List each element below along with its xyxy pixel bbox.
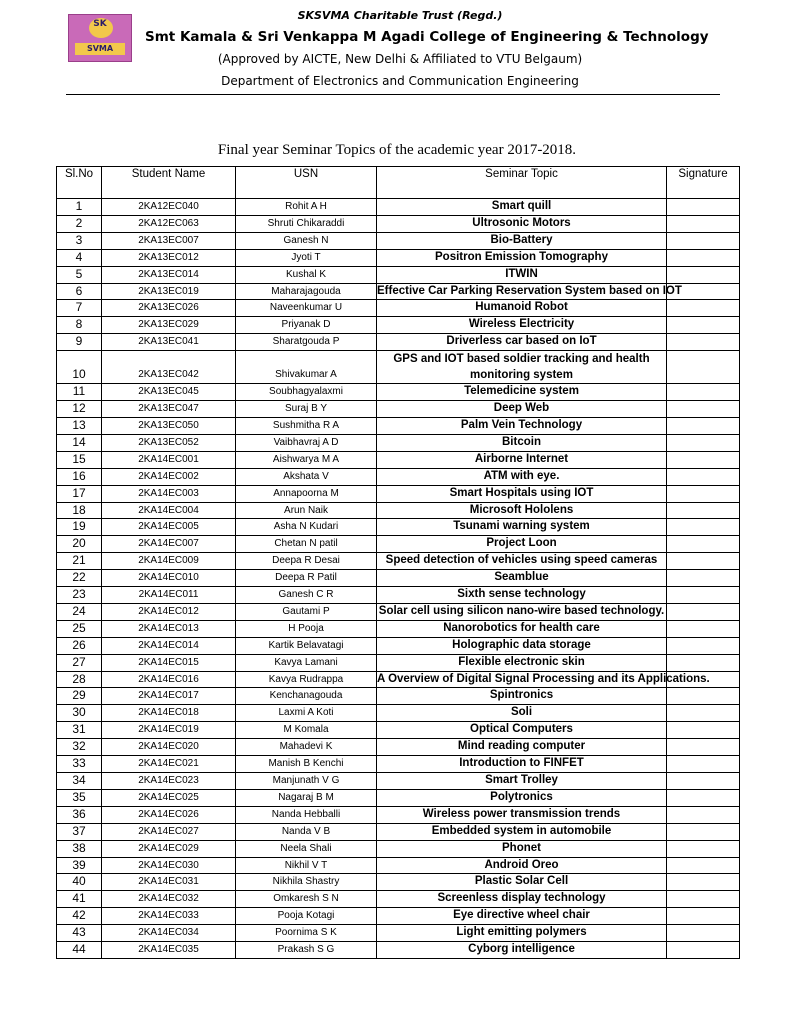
row-student-name: Deepa R Patil [236,570,377,587]
row-signature [667,536,740,553]
row-seminar-topic: Project Loon [377,536,667,553]
row-signature [667,215,740,232]
row-seminar-topic: Smart Trolley [377,773,667,790]
row-slno: 19 [57,519,102,536]
table-row [57,654,740,671]
row-student-name: Ganesh C R [236,587,377,604]
row-usn: 2KA14EC004 [102,502,236,519]
row-signature [667,773,740,790]
table-row [57,671,740,688]
header-slno: Sl.No [57,167,102,199]
table-row [57,637,740,654]
row-student-name: Kavya Rudrappa [236,671,377,688]
row-usn: 2KA13EC012 [102,249,236,266]
row-slno: 39 [57,857,102,874]
row-slno: 37 [57,823,102,840]
table-row [57,232,740,249]
row-usn: 2KA13EC047 [102,401,236,418]
table-row [57,874,740,891]
row-signature [667,553,740,570]
table-row [57,519,740,536]
row-seminar-topic: Wireless power transmission trends [377,806,667,823]
row-usn: 2KA14EC013 [102,620,236,637]
row-student-name: Priyanak D [236,317,377,334]
row-student-name: Deepa R Desai [236,553,377,570]
row-seminar-topic: Effective Car Parking Reservation System based on IOT [377,283,667,300]
row-signature [667,840,740,857]
row-seminar-topic: Solar cell using silicon nano-wire based technology. [377,603,667,620]
row-signature [667,401,740,418]
row-seminar-topic: Optical Computers [377,722,667,739]
row-signature [667,266,740,283]
header-seminar-topic: Seminar Topic [377,167,667,199]
row-usn: 2KA13EC052 [102,434,236,451]
table-body [57,199,740,959]
row-usn: 2KA14EC015 [102,654,236,671]
row-student-name: Neela Shali [236,840,377,857]
row-seminar-topic: Microsoft Hololens [377,502,667,519]
row-seminar-topic: Mind reading computer [377,739,667,756]
row-seminar-topic: Android Oreo [377,857,667,874]
row-slno: 21 [57,553,102,570]
row-usn: 2KA13EC045 [102,384,236,401]
row-seminar-topic: Sixth sense technology [377,587,667,604]
row-student-name: Annapoorna M [236,485,377,502]
table-row [57,451,740,468]
table-row [57,603,740,620]
row-usn: 2KA13EC029 [102,317,236,334]
row-slno: 43 [57,925,102,942]
row-slno: 9 [57,334,102,351]
row-signature [667,603,740,620]
row-slno: 26 [57,637,102,654]
row-slno: 38 [57,840,102,857]
row-usn: 2KA14EC027 [102,823,236,840]
row-student-name: Sharatgouda P [236,334,377,351]
table-row [57,215,740,232]
table-row [57,502,740,519]
row-signature [667,857,740,874]
table-row [57,300,740,317]
row-seminar-topic: Speed detection of vehicles using speed cameras [377,553,667,570]
table-row [57,908,740,925]
table-row [57,840,740,857]
row-seminar-topic: Driverless car based on IoT [377,334,667,351]
row-seminar-topic: Ultrosonic Motors [377,215,667,232]
row-seminar-topic: Nanorobotics for health care [377,620,667,637]
row-signature [667,942,740,959]
row-student-name: Pooja Kotagi [236,908,377,925]
row-signature [667,384,740,401]
row-seminar-topic: Flexible electronic skin [377,654,667,671]
row-signature [667,722,740,739]
row-signature [667,232,740,249]
row-slno: 12 [57,401,102,418]
row-seminar-topic: GPS and IOT based soldier tracking and health monitoring system [377,351,667,384]
row-signature [667,587,740,604]
table-row [57,401,740,418]
row-student-name: Kartik Belavatagi [236,637,377,654]
table-row [57,468,740,485]
row-signature [667,468,740,485]
row-usn: 2KA12EC040 [102,199,236,216]
table-row [57,722,740,739]
row-seminar-topic: ATM with eye. [377,468,667,485]
row-student-name: Manish B Kenchi [236,756,377,773]
row-usn: 2KA14EC011 [102,587,236,604]
row-student-name: Asha N Kudari [236,519,377,536]
row-seminar-topic: Smart Hospitals using IOT [377,485,667,502]
row-usn: 2KA14EC002 [102,468,236,485]
row-slno: 10 [57,351,102,384]
row-signature [667,417,740,434]
row-slno: 14 [57,434,102,451]
row-slno: 24 [57,603,102,620]
row-usn: 2KA14EC031 [102,874,236,891]
row-seminar-topic: Deep Web [377,401,667,418]
row-seminar-topic: Eye directive wheel chair [377,908,667,925]
header-signature: Signature [667,167,740,199]
row-slno: 30 [57,705,102,722]
document-title: Final year Seminar Topics of the academic year 2017-2018. [217,142,577,158]
row-signature [667,925,740,942]
table-row [57,317,740,334]
row-student-name: Gautami P [236,603,377,620]
row-signature [667,789,740,806]
row-student-name: H Pooja [236,620,377,637]
table-header-row [57,167,740,199]
row-student-name: Mahadevi K [236,739,377,756]
header-usn: USN [236,167,377,199]
row-seminar-topic: Spintronics [377,688,667,705]
row-signature [667,434,740,451]
table-row [57,536,740,553]
row-student-name: Kenchanagouda [236,688,377,705]
row-slno: 13 [57,417,102,434]
row-signature [667,806,740,823]
row-seminar-topic: Screenless display technology [377,891,667,908]
row-seminar-topic: Positron Emission Tomography [377,249,667,266]
table-row [57,857,740,874]
row-signature [667,519,740,536]
row-slno: 28 [57,671,102,688]
row-signature [667,620,740,637]
row-usn: 2KA14EC017 [102,688,236,705]
table-row [57,942,740,959]
table-row [57,485,740,502]
row-student-name: Soubhagyalaxmi [236,384,377,401]
row-signature [667,502,740,519]
row-seminar-topic: ITWIN [377,266,667,283]
row-slno: 1 [57,199,102,216]
row-seminar-topic: Bio-Battery [377,232,667,249]
row-usn: 2KA14EC029 [102,840,236,857]
row-slno: 25 [57,620,102,637]
row-signature [667,654,740,671]
row-student-name: Sushmitha R A [236,417,377,434]
row-slno: 6 [57,283,102,300]
row-slno: 36 [57,806,102,823]
row-student-name: Kushal K [236,266,377,283]
row-seminar-topic: Cyborg intelligence [377,942,667,959]
row-usn: 2KA14EC016 [102,671,236,688]
row-signature [667,756,740,773]
row-signature [667,891,740,908]
row-usn: 2KA14EC021 [102,756,236,773]
table-row [57,620,740,637]
row-student-name: Prakash S G [236,942,377,959]
row-seminar-topic: Light emitting polymers [377,925,667,942]
table-row [57,773,740,790]
row-seminar-topic: Smart quill [377,199,667,216]
row-slno: 17 [57,485,102,502]
row-signature [667,451,740,468]
row-usn: 2KA14EC025 [102,789,236,806]
row-signature [667,485,740,502]
table-row [57,553,740,570]
college-name: Smt Kamala & Sri Venkappa M Agadi College of Engineering & Technology [145,29,709,45]
row-usn: 2KA13EC042 [102,351,236,384]
table-row [57,334,740,351]
row-slno: 7 [57,300,102,317]
row-usn: 2KA12EC063 [102,215,236,232]
table-row [57,351,740,384]
row-signature [667,739,740,756]
row-usn: 2KA14EC018 [102,705,236,722]
row-usn: 2KA14EC030 [102,857,236,874]
row-seminar-topic: Embedded system in automobile [377,823,667,840]
table-row [57,823,740,840]
table-row [57,587,740,604]
row-slno: 5 [57,266,102,283]
table-row [57,789,740,806]
row-student-name: Manjunath V G [236,773,377,790]
row-usn: 2KA14EC033 [102,908,236,925]
row-signature [667,199,740,216]
row-slno: 32 [57,739,102,756]
department-name: Department of Electronics and Communication Engineering [221,74,579,88]
row-slno: 40 [57,874,102,891]
row-seminar-topic: A Overview of Digital Signal Processing and its Applications. [377,671,667,688]
trust-name: SKSVMA Charitable Trust (Regd.) [297,9,503,22]
row-usn: 2KA14EC026 [102,806,236,823]
row-slno: 34 [57,773,102,790]
table-row [57,688,740,705]
row-student-name: Shivakumar A [236,351,377,384]
row-usn: 2KA13EC041 [102,334,236,351]
row-signature [667,637,740,654]
table-row [57,199,740,216]
row-usn: 2KA14EC007 [102,536,236,553]
row-usn: 2KA14EC034 [102,925,236,942]
logo-text-top: SK [93,19,107,29]
row-student-name: Nagaraj B M [236,789,377,806]
row-usn: 2KA13EC019 [102,283,236,300]
approval-line: (Approved by AICTE, New Delhi & Affiliated to VTU Belgaum) [217,52,583,66]
row-slno: 31 [57,722,102,739]
row-signature [667,908,740,925]
row-usn: 2KA14EC014 [102,637,236,654]
table-row [57,249,740,266]
row-student-name: Poornima S K [236,925,377,942]
logo-text-bottom: SVMA [75,43,125,55]
row-seminar-topic: Airborne Internet [377,451,667,468]
table-row [57,417,740,434]
row-student-name: Chetan N patil [236,536,377,553]
row-student-name: Nikhila Shastry [236,874,377,891]
header-divider [66,94,720,95]
row-seminar-topic: Humanoid Robot [377,300,667,317]
table-row [57,570,740,587]
table-row [57,806,740,823]
row-seminar-topic: Bitcoin [377,434,667,451]
row-student-name: Shruti Chikaraddi [236,215,377,232]
row-slno: 3 [57,232,102,249]
row-seminar-topic: Telemedicine system [377,384,667,401]
row-seminar-topic: Phonet [377,840,667,857]
row-student-name: Nanda V B [236,823,377,840]
row-slno: 29 [57,688,102,705]
row-slno: 4 [57,249,102,266]
row-seminar-topic: Seamblue [377,570,667,587]
table-row [57,283,740,300]
row-usn: 2KA14EC023 [102,773,236,790]
row-seminar-topic: Polytronics [377,789,667,806]
row-usn: 2KA14EC010 [102,570,236,587]
row-student-name: Suraj B Y [236,401,377,418]
row-student-name: Jyoti T [236,249,377,266]
row-slno: 42 [57,908,102,925]
row-usn: 2KA14EC019 [102,722,236,739]
row-slno: 20 [57,536,102,553]
row-student-name: Laxmi A Koti [236,705,377,722]
row-student-name: Vaibhavraj A D [236,434,377,451]
table-row [57,705,740,722]
row-student-name: Kavya Lamani [236,654,377,671]
row-student-name: Akshata V [236,468,377,485]
row-slno: 35 [57,789,102,806]
row-signature [667,249,740,266]
row-student-name: Maharajagouda [236,283,377,300]
row-slno: 41 [57,891,102,908]
table-row [57,756,740,773]
row-student-name: Omkaresh S N [236,891,377,908]
row-signature [667,300,740,317]
table-row [57,891,740,908]
row-usn: 2KA14EC012 [102,603,236,620]
row-slno: 8 [57,317,102,334]
table-row [57,266,740,283]
row-signature [667,317,740,334]
row-seminar-topic: Soli [377,705,667,722]
row-student-name: Rohit A H [236,199,377,216]
row-signature [667,570,740,587]
row-student-name: Ganesh N [236,232,377,249]
table-row [57,739,740,756]
row-seminar-topic: Palm Vein Technology [377,417,667,434]
row-student-name: Naveenkumar U [236,300,377,317]
row-student-name: Arun Naik [236,502,377,519]
row-signature [667,351,740,384]
row-usn: 2KA14EC009 [102,553,236,570]
row-usn: 2KA14EC005 [102,519,236,536]
row-seminar-topic: Holographic data storage [377,637,667,654]
row-seminar-topic: Wireless Electricity [377,317,667,334]
row-usn: 2KA14EC032 [102,891,236,908]
row-usn: 2KA13EC007 [102,232,236,249]
row-student-name: Aishwarya M A [236,451,377,468]
row-usn: 2KA13EC014 [102,266,236,283]
row-slno: 33 [57,756,102,773]
row-slno: 15 [57,451,102,468]
row-usn: 2KA14EC003 [102,485,236,502]
row-slno: 27 [57,654,102,671]
row-slno: 22 [57,570,102,587]
row-usn: 2KA14EC035 [102,942,236,959]
row-slno: 11 [57,384,102,401]
table-row [57,434,740,451]
row-student-name: Nikhil V T [236,857,377,874]
table-row [57,925,740,942]
row-seminar-topic: Plastic Solar Cell [377,874,667,891]
row-usn: 2KA13EC026 [102,300,236,317]
row-slno: 44 [57,942,102,959]
table-row [57,384,740,401]
row-signature [667,705,740,722]
row-usn: 2KA13EC050 [102,417,236,434]
row-seminar-topic: Introduction to FINFET [377,756,667,773]
row-slno: 18 [57,502,102,519]
row-slno: 16 [57,468,102,485]
row-signature [667,874,740,891]
row-signature [667,823,740,840]
row-signature [667,334,740,351]
row-student-name: Nanda Hebballi [236,806,377,823]
row-student-name: M Komala [236,722,377,739]
seminar-table [56,166,740,959]
row-usn: 2KA14EC001 [102,451,236,468]
row-usn: 2KA14EC020 [102,739,236,756]
row-signature [667,688,740,705]
row-slno: 23 [57,587,102,604]
header-student-name: Student Name [102,167,236,199]
row-seminar-topic: Tsunami warning system [377,519,667,536]
row-slno: 2 [57,215,102,232]
